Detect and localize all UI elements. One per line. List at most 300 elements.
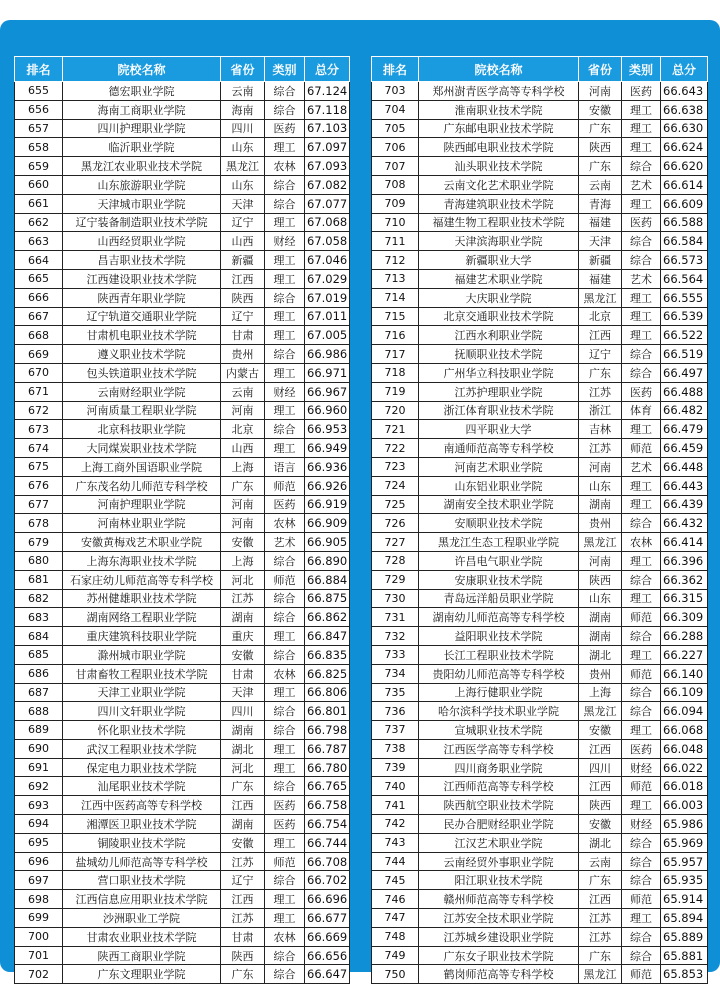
province-cell: 云南 (579, 175, 622, 194)
province-cell: 海南 (221, 100, 265, 119)
table-row (372, 100, 708, 119)
rank-cell: 741 (372, 796, 419, 815)
table-row (15, 721, 350, 740)
school-name-cell: 汕尾职业技术学院 (63, 777, 221, 796)
rank-cell: 662 (15, 213, 63, 232)
category-cell: 理工 (265, 739, 305, 758)
province-cell: 广东 (221, 476, 265, 495)
category-cell: 综合 (622, 927, 661, 946)
province-cell: 天津 (221, 683, 265, 702)
province-cell: 北京 (579, 307, 622, 326)
category-cell: 综合 (265, 645, 305, 664)
rank-cell: 747 (372, 909, 419, 928)
table-row (15, 645, 350, 664)
rank-cell: 722 (372, 439, 419, 458)
table-row (372, 326, 708, 345)
table-row (372, 627, 708, 646)
rank-cell: 664 (15, 251, 63, 270)
table-row (15, 627, 350, 646)
school-name-cell: 四平职业大学 (419, 420, 579, 439)
school-name-cell: 广东女子职业技术学院 (419, 946, 579, 965)
score-cell: 66.967 (305, 382, 350, 401)
province-cell: 天津 (579, 232, 622, 251)
rank-cell: 724 (372, 476, 419, 495)
rank-cell: 717 (372, 345, 419, 364)
rank-cell: 744 (372, 852, 419, 871)
school-name-cell: 益阳职业技术学院 (419, 627, 579, 646)
school-name-cell: 江西信息应用职业技术学院 (63, 890, 221, 909)
table-row (372, 551, 708, 570)
rank-cell: 733 (372, 645, 419, 664)
table-row (372, 739, 708, 758)
ranking-table-right (371, 56, 708, 984)
province-cell: 广东 (221, 777, 265, 796)
category-cell: 医药 (265, 495, 305, 514)
table-row (15, 927, 350, 946)
score-cell: 66.588 (661, 213, 708, 232)
province-cell: 河南 (579, 551, 622, 570)
score-cell: 66.647 (305, 965, 350, 984)
province-cell: 湖南 (579, 608, 622, 627)
category-cell: 医药 (622, 213, 661, 232)
table-row (372, 382, 708, 401)
rank-cell: 711 (372, 232, 419, 251)
table-row (372, 927, 708, 946)
category-cell: 综合 (265, 100, 305, 119)
school-name-cell: 广东文理职业学院 (63, 965, 221, 984)
province-cell: 上海 (579, 683, 622, 702)
category-cell: 综合 (265, 946, 305, 965)
school-name-cell: 汕头职业技术学院 (419, 157, 579, 176)
school-name-cell: 武汉工程职业技术学院 (63, 739, 221, 758)
province-cell: 江西 (221, 890, 265, 909)
header-school: 院校名称 (419, 57, 579, 82)
score-cell: 67.058 (305, 232, 350, 251)
rank-cell: 695 (15, 833, 63, 852)
score-cell: 66.003 (661, 796, 708, 815)
province-cell: 上海 (221, 551, 265, 570)
category-cell: 师范 (265, 570, 305, 589)
category-cell: 综合 (622, 157, 661, 176)
table-row (372, 608, 708, 627)
category-cell: 综合 (622, 570, 661, 589)
school-name-cell: 保定电力职业技术学院 (63, 758, 221, 777)
school-name-cell: 石家庄幼儿师范高等专科学校 (63, 570, 221, 589)
category-cell: 医药 (265, 815, 305, 834)
province-cell: 江西 (221, 269, 265, 288)
province-cell: 黑龙江 (579, 288, 622, 307)
table-row (15, 533, 350, 552)
province-cell: 广东 (221, 965, 265, 984)
rank-cell: 679 (15, 533, 63, 552)
header-category: 类别 (622, 57, 661, 82)
table-row (15, 815, 350, 834)
table-row (372, 758, 708, 777)
rank-cell: 693 (15, 796, 63, 815)
school-name-cell: 南通师范高等专科学校 (419, 439, 579, 458)
province-cell: 黑龙江 (579, 533, 622, 552)
table-row (15, 288, 350, 307)
header-school: 院校名称 (63, 57, 221, 82)
rank-cell: 696 (15, 852, 63, 871)
school-name-cell: 甘肃畜牧工程职业技术学院 (63, 664, 221, 683)
rank-cell: 721 (372, 420, 419, 439)
table-header-row (372, 57, 708, 82)
table-row (372, 909, 708, 928)
category-cell: 师范 (265, 852, 305, 871)
province-cell: 辽宁 (221, 213, 265, 232)
score-cell: 66.643 (661, 82, 708, 101)
table-row (372, 721, 708, 740)
school-name-cell: 湖南幼儿师范高等专科学校 (419, 608, 579, 627)
rank-cell: 656 (15, 100, 63, 119)
province-cell: 辽宁 (221, 871, 265, 890)
province-cell: 河南 (221, 495, 265, 514)
rank-cell: 703 (372, 82, 419, 101)
school-name-cell: 大庆职业学院 (419, 288, 579, 307)
rank-cell: 737 (372, 721, 419, 740)
score-cell: 66.068 (661, 721, 708, 740)
category-cell: 理工 (622, 551, 661, 570)
table-row (15, 157, 350, 176)
province-cell: 四川 (579, 758, 622, 777)
table-row (372, 232, 708, 251)
table-row (372, 871, 708, 890)
rank-cell: 750 (372, 965, 419, 984)
province-cell: 广东 (579, 363, 622, 382)
category-cell: 理工 (622, 138, 661, 157)
school-name-cell: 上海行健职业学院 (419, 683, 579, 702)
province-cell: 湖北 (579, 645, 622, 664)
category-cell: 艺术 (265, 533, 305, 552)
table-row (372, 119, 708, 138)
province-cell: 黑龙江 (579, 702, 622, 721)
score-cell: 65.935 (661, 871, 708, 890)
province-cell: 江西 (579, 739, 622, 758)
province-cell: 安徽 (221, 645, 265, 664)
score-cell: 66.459 (661, 439, 708, 458)
score-cell: 66.949 (305, 439, 350, 458)
school-name-cell: 宣城职业技术学院 (419, 721, 579, 740)
province-cell: 江西 (221, 796, 265, 815)
score-cell: 66.048 (661, 739, 708, 758)
category-cell: 综合 (265, 721, 305, 740)
ranking-table-right-panel (371, 56, 707, 984)
province-cell: 广东 (579, 871, 622, 890)
score-cell: 65.986 (661, 815, 708, 834)
score-cell: 66.522 (661, 326, 708, 345)
table-row (372, 683, 708, 702)
rank-cell: 657 (15, 119, 63, 138)
score-cell: 65.853 (661, 965, 708, 984)
score-cell: 67.097 (305, 138, 350, 157)
score-cell: 67.077 (305, 194, 350, 213)
school-name-cell: 福建艺术职业学院 (419, 269, 579, 288)
rank-cell: 701 (15, 946, 63, 965)
school-name-cell: 江西水利职业学院 (419, 326, 579, 345)
province-cell: 天津 (221, 194, 265, 213)
rank-cell: 732 (372, 627, 419, 646)
school-name-cell: 山西经贸职业学院 (63, 232, 221, 251)
school-name-cell: 湖南安全技术职业学院 (419, 495, 579, 514)
score-cell: 66.825 (305, 664, 350, 683)
category-cell: 医药 (622, 82, 661, 101)
rank-cell: 663 (15, 232, 63, 251)
table-row (372, 514, 708, 533)
school-name-cell: 陕西工商职业学院 (63, 946, 221, 965)
category-cell: 综合 (265, 194, 305, 213)
school-name-cell: 江西中医药高等专科学校 (63, 796, 221, 815)
table-row (15, 495, 350, 514)
rank-cell: 686 (15, 664, 63, 683)
score-cell: 67.082 (305, 175, 350, 194)
table-row (15, 852, 350, 871)
category-cell: 语言 (265, 457, 305, 476)
rank-cell: 682 (15, 589, 63, 608)
table-row (372, 345, 708, 364)
table-header-row (15, 57, 350, 82)
rank-cell: 659 (15, 157, 63, 176)
category-cell: 农林 (265, 664, 305, 683)
ranking-frame (0, 20, 720, 982)
school-name-cell: 湖南网络工程职业学院 (63, 608, 221, 627)
province-cell: 江苏 (579, 927, 622, 946)
category-cell: 理工 (265, 909, 305, 928)
table-row (372, 288, 708, 307)
school-name-cell: 安康职业技术学院 (419, 570, 579, 589)
table-row (372, 457, 708, 476)
category-cell: 财经 (622, 758, 661, 777)
category-cell: 理工 (622, 495, 661, 514)
table-row (15, 175, 350, 194)
score-cell: 66.497 (661, 363, 708, 382)
category-cell: 理工 (622, 194, 661, 213)
category-cell: 综合 (622, 363, 661, 382)
category-cell: 综合 (265, 608, 305, 627)
score-cell: 66.564 (661, 269, 708, 288)
school-name-cell: 甘肃机电职业技术学院 (63, 326, 221, 345)
category-cell: 理工 (622, 645, 661, 664)
school-name-cell: 河南艺术职业学院 (419, 457, 579, 476)
province-cell: 安徽 (221, 833, 265, 852)
rank-cell: 728 (372, 551, 419, 570)
table-row (372, 833, 708, 852)
score-cell: 66.140 (661, 664, 708, 683)
rank-cell: 725 (372, 495, 419, 514)
table-row (15, 890, 350, 909)
table-row (372, 664, 708, 683)
category-cell: 综合 (265, 551, 305, 570)
score-cell: 66.986 (305, 345, 350, 364)
category-cell: 理工 (622, 100, 661, 119)
province-cell: 湖南 (579, 627, 622, 646)
province-cell: 安徽 (221, 533, 265, 552)
school-name-cell: 遵义职业技术学院 (63, 345, 221, 364)
province-cell: 陕西 (579, 138, 622, 157)
province-cell: 云南 (579, 852, 622, 871)
category-cell: 理工 (265, 401, 305, 420)
rank-cell: 660 (15, 175, 63, 194)
table-row (15, 269, 350, 288)
category-cell: 农林 (265, 157, 305, 176)
category-cell: 体育 (622, 401, 661, 420)
table-row (372, 251, 708, 270)
rank-cell: 688 (15, 702, 63, 721)
school-name-cell: 鹤岗师范高等专科学校 (419, 965, 579, 984)
province-cell: 山东 (579, 476, 622, 495)
score-cell: 66.482 (661, 401, 708, 420)
score-cell: 66.758 (305, 796, 350, 815)
category-cell: 理工 (265, 439, 305, 458)
province-cell: 甘肃 (221, 927, 265, 946)
category-cell: 理工 (622, 589, 661, 608)
table-row (372, 269, 708, 288)
rank-cell: 661 (15, 194, 63, 213)
school-name-cell: 陕西青年职业学院 (63, 288, 221, 307)
score-cell: 66.630 (661, 119, 708, 138)
rank-cell: 698 (15, 890, 63, 909)
school-name-cell: 四川文轩职业学院 (63, 702, 221, 721)
score-cell: 66.479 (661, 420, 708, 439)
province-cell: 福建 (579, 213, 622, 232)
province-cell: 陕西 (579, 796, 622, 815)
school-name-cell: 黑龙江农业职业技术学院 (63, 157, 221, 176)
category-cell: 综合 (265, 420, 305, 439)
school-name-cell: 长江工程职业技术学院 (419, 645, 579, 664)
score-cell: 66.432 (661, 514, 708, 533)
school-name-cell: 重庆建筑科技职业学院 (63, 627, 221, 646)
category-cell: 理工 (622, 420, 661, 439)
score-cell: 66.022 (661, 758, 708, 777)
category-cell: 理工 (265, 758, 305, 777)
score-cell: 66.884 (305, 570, 350, 589)
school-name-cell: 山东铝业职业学院 (419, 476, 579, 495)
category-cell: 理工 (265, 833, 305, 852)
score-cell: 67.005 (305, 326, 350, 345)
category-cell: 医药 (265, 119, 305, 138)
category-cell: 理工 (265, 890, 305, 909)
category-cell: 综合 (622, 345, 661, 364)
score-cell: 66.905 (305, 533, 350, 552)
table-row (15, 401, 350, 420)
province-cell: 新疆 (579, 251, 622, 270)
school-name-cell: 广州华立科技职业学院 (419, 363, 579, 382)
rank-cell: 748 (372, 927, 419, 946)
score-cell: 66.801 (305, 702, 350, 721)
school-name-cell: 河南护理职业学院 (63, 495, 221, 514)
school-name-cell: 盐城幼儿师范高等专科学校 (63, 852, 221, 871)
province-cell: 山东 (579, 589, 622, 608)
school-name-cell: 淮南职业技术学院 (419, 100, 579, 119)
rank-cell: 738 (372, 739, 419, 758)
category-cell: 理工 (265, 627, 305, 646)
score-cell: 66.109 (661, 683, 708, 702)
category-cell: 综合 (265, 702, 305, 721)
score-cell: 67.068 (305, 213, 350, 232)
province-cell: 河南 (221, 401, 265, 420)
table-row (15, 363, 350, 382)
table-row (372, 157, 708, 176)
school-name-cell: 云南经贸外事职业学院 (419, 852, 579, 871)
score-cell: 67.011 (305, 307, 350, 326)
rank-cell: 690 (15, 739, 63, 758)
school-name-cell: 赣州师范高等专科学校 (419, 890, 579, 909)
province-cell: 湖南 (221, 721, 265, 740)
table-row (15, 758, 350, 777)
school-name-cell: 天津城市职业学院 (63, 194, 221, 213)
school-name-cell: 江西师范高等专科学校 (419, 777, 579, 796)
rank-cell: 708 (372, 175, 419, 194)
table-row (15, 138, 350, 157)
score-cell: 66.765 (305, 777, 350, 796)
rank-cell: 710 (372, 213, 419, 232)
school-name-cell: 四川护理职业学院 (63, 119, 221, 138)
score-cell: 66.584 (661, 232, 708, 251)
rank-cell: 740 (372, 777, 419, 796)
province-cell: 上海 (221, 457, 265, 476)
rank-cell: 746 (372, 890, 419, 909)
school-name-cell: 阳江职业技术学院 (419, 871, 579, 890)
province-cell: 江西 (579, 326, 622, 345)
rank-cell: 739 (372, 758, 419, 777)
province-cell: 山西 (221, 439, 265, 458)
school-name-cell: 广东茂名幼儿师范专科学校 (63, 476, 221, 495)
score-cell: 66.362 (661, 570, 708, 589)
ranking-table-left-panel (14, 56, 349, 984)
rank-cell: 670 (15, 363, 63, 382)
category-cell: 综合 (622, 514, 661, 533)
rank-cell: 749 (372, 946, 419, 965)
province-cell: 青海 (579, 194, 622, 213)
school-name-cell: 北京科技职业学院 (63, 420, 221, 439)
table-row (372, 533, 708, 552)
rank-cell: 680 (15, 551, 63, 570)
school-name-cell: 安徽黄梅戏艺术职业学院 (63, 533, 221, 552)
province-cell: 江西 (579, 890, 622, 909)
category-cell: 综合 (622, 833, 661, 852)
rank-cell: 706 (372, 138, 419, 157)
rank-cell: 727 (372, 533, 419, 552)
province-cell: 河南 (579, 82, 622, 101)
rank-cell: 673 (15, 420, 63, 439)
table-row (372, 645, 708, 664)
province-cell: 河南 (221, 514, 265, 533)
table-row (15, 345, 350, 364)
school-name-cell: 四川商务职业学院 (419, 758, 579, 777)
province-cell: 河北 (221, 570, 265, 589)
province-cell: 四川 (221, 702, 265, 721)
province-cell: 甘肃 (221, 326, 265, 345)
school-name-cell: 抚顺职业技术学院 (419, 345, 579, 364)
score-cell: 66.936 (305, 457, 350, 476)
school-name-cell: 上海东海职业技术学院 (63, 551, 221, 570)
rank-cell: 655 (15, 82, 63, 101)
province-cell: 广东 (579, 157, 622, 176)
table-row (15, 194, 350, 213)
province-cell: 辽宁 (579, 345, 622, 364)
category-cell: 理工 (622, 476, 661, 495)
table-row (372, 213, 708, 232)
table-row (372, 589, 708, 608)
rank-cell: 712 (372, 251, 419, 270)
table-row (15, 119, 350, 138)
province-cell: 内蒙古 (221, 363, 265, 382)
school-name-cell: 郑州澍青医学高等专科学校 (419, 82, 579, 101)
score-cell: 67.103 (305, 119, 350, 138)
score-cell: 66.744 (305, 833, 350, 852)
school-name-cell: 江苏安全技术职业学院 (419, 909, 579, 928)
school-name-cell: 海南工商职业学院 (63, 100, 221, 119)
